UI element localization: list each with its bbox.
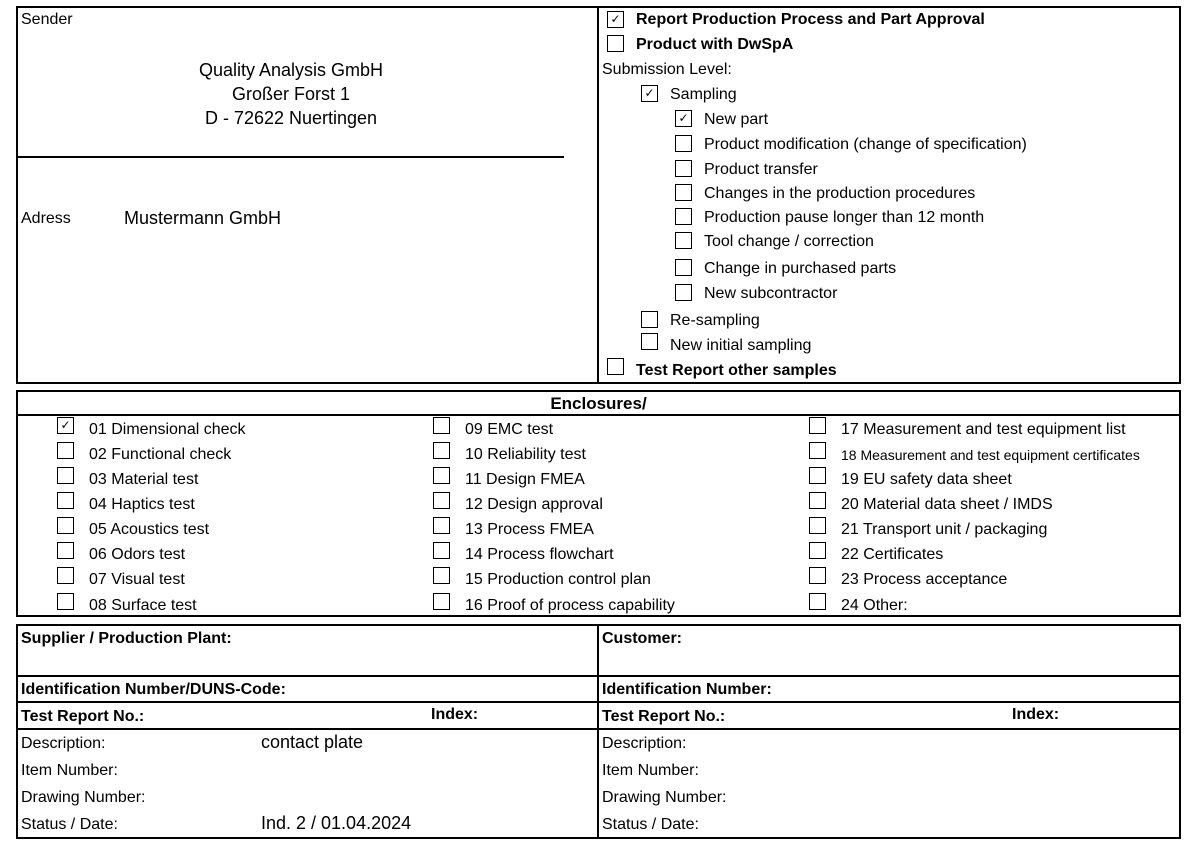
- sampling-reason-label: New subcontractor: [704, 285, 838, 302]
- enclosure-checkbox[interactable]: [809, 442, 826, 459]
- customer-id-label: Identification Number:: [602, 681, 772, 698]
- customer-description-label: Description:: [602, 735, 687, 752]
- details-row-line-2: [16, 701, 1181, 703]
- supplier-title: Supplier / Production Plant:: [21, 630, 232, 647]
- supplier-status-value[interactable]: Ind. 2 / 01.04.2024: [261, 813, 412, 833]
- enclosure-checkbox[interactable]: [809, 517, 826, 534]
- enclosure-label: 19 EU safety data sheet: [841, 471, 1012, 488]
- enclosure-checkbox[interactable]: [809, 492, 826, 509]
- address-label: Adress: [21, 210, 71, 227]
- resampling-checkbox[interactable]: [641, 311, 658, 328]
- customer-report-no-label: Test Report No.:: [602, 708, 726, 725]
- customer-index-label: Index:: [1012, 706, 1060, 723]
- sampling-reason-checkbox[interactable]: [675, 259, 692, 276]
- enclosure-label: 07 Visual test: [89, 571, 185, 588]
- enclosure-checkbox[interactable]: [809, 567, 826, 584]
- enclosure-label: 05 Acoustics test: [89, 521, 210, 538]
- supplier-report-no-label: Test Report No.:: [21, 708, 145, 725]
- test-report-other-label: Test Report other samples: [636, 362, 837, 379]
- sampling-reason-label: Product modification (change of specification): [704, 136, 1027, 153]
- report-ppap-checkbox[interactable]: [607, 11, 624, 28]
- enclosure-checkbox[interactable]: [57, 467, 74, 484]
- sampling-label: Sampling: [670, 86, 737, 103]
- supplier-id-label: Identification Number/DUNS-Code:: [21, 681, 286, 698]
- enclosure-checkbox[interactable]: [57, 492, 74, 509]
- enclosure-label: 21 Transport unit / packaging: [841, 521, 1048, 538]
- address-value[interactable]: Mustermann GmbH: [124, 208, 282, 228]
- enclosure-label: 13 Process FMEA: [465, 521, 594, 538]
- supplier-description-value[interactable]: contact plate: [261, 732, 364, 752]
- supplier-drawing-number-label: Drawing Number:: [21, 789, 146, 806]
- enclosure-label: 02 Functional check: [89, 446, 232, 463]
- enclosure-label: 10 Reliability test: [465, 446, 586, 463]
- enclosure-checkbox[interactable]: [433, 467, 450, 484]
- enclosure-checkbox[interactable]: [433, 542, 450, 559]
- enclosure-checkbox[interactable]: [433, 417, 450, 434]
- sampling-reason-checkbox[interactable]: [675, 232, 692, 249]
- enclosure-checkbox[interactable]: [809, 467, 826, 484]
- details-row-line-3: [16, 728, 1181, 730]
- enclosure-checkbox[interactable]: [433, 567, 450, 584]
- submission-level-label: Submission Level:: [602, 61, 732, 78]
- enclosure-checkbox[interactable]: [433, 593, 450, 610]
- enclosure-label: 16 Proof of process capability: [465, 597, 675, 614]
- header-divider: [597, 6, 599, 384]
- enclosure-label: 03 Material test: [89, 471, 199, 488]
- sampling-reason-checkbox[interactable]: [675, 184, 692, 201]
- enclosure-checkbox[interactable]: [809, 542, 826, 559]
- sampling-reason-label: Changes in the production procedures: [704, 185, 976, 202]
- enclosure-checkbox[interactable]: [57, 417, 74, 434]
- sender-divider: [18, 156, 564, 158]
- supplier-status-label: Status / Date:: [21, 816, 118, 833]
- enclosure-label: 06 Odors test: [89, 546, 186, 563]
- sampling-reason-checkbox[interactable]: [675, 208, 692, 225]
- enclosure-label: 22 Certificates: [841, 546, 944, 563]
- customer-drawing-number-label: Drawing Number:: [602, 789, 727, 806]
- sampling-checkbox[interactable]: [641, 85, 658, 102]
- enclosure-checkbox[interactable]: [57, 542, 74, 559]
- sampling-reason-label: Tool change / correction: [704, 233, 874, 250]
- enclosure-checkbox[interactable]: [433, 442, 450, 459]
- new-initial-sampling-label: New initial sampling: [670, 337, 812, 354]
- new-initial-sampling-checkbox[interactable]: [641, 333, 658, 350]
- product-dwspa-checkbox[interactable]: [607, 35, 624, 52]
- sampling-reason-label: Production pause longer than 12 month: [704, 209, 985, 226]
- resampling-label: Re-sampling: [670, 312, 760, 329]
- enclosure-checkbox[interactable]: [809, 593, 826, 610]
- enclosures-title-divider: [16, 414, 1181, 416]
- product-dwspa-label: Product with DwSpA: [636, 36, 794, 53]
- enclosure-checkbox[interactable]: [57, 442, 74, 459]
- enclosure-label: 17 Measurement and test equipment list: [841, 421, 1126, 438]
- sender-label: Sender: [21, 11, 73, 28]
- customer-item-number-label: Item Number:: [602, 762, 699, 779]
- enclosure-label: 23 Process acceptance: [841, 571, 1008, 588]
- sender-city: D - 72622 Nuertingen: [204, 108, 378, 128]
- enclosure-label: 18 Measurement and test equipment certificates: [841, 447, 1140, 463]
- sampling-reason-checkbox[interactable]: [675, 110, 692, 127]
- enclosure-label: 12 Design approval: [465, 496, 603, 513]
- enclosure-label: 01 Dimensional check: [89, 421, 246, 438]
- enclosures-title: Enclosures/: [550, 394, 647, 413]
- supplier-description-label: Description:: [21, 735, 106, 752]
- supplier-item-number-label: Item Number:: [21, 762, 118, 779]
- enclosure-label: 14 Process flowchart: [465, 546, 614, 563]
- enclosure-checkbox[interactable]: [57, 567, 74, 584]
- sampling-reason-label: Change in purchased parts: [704, 260, 897, 277]
- enclosure-label: 08 Surface test: [89, 597, 197, 614]
- details-divider: [597, 624, 599, 839]
- enclosure-checkbox[interactable]: [57, 593, 74, 610]
- enclosure-label: 20 Material data sheet / IMDS: [841, 496, 1053, 513]
- test-report-other-checkbox[interactable]: [607, 358, 624, 375]
- enclosure-checkbox[interactable]: [57, 517, 74, 534]
- enclosure-label: 15 Production control plan: [465, 571, 651, 588]
- sender-street: Großer Forst 1: [231, 84, 351, 104]
- sampling-reason-label: Product transfer: [704, 161, 818, 178]
- sampling-reason-checkbox[interactable]: [675, 160, 692, 177]
- details-row-line-1: [16, 675, 1181, 677]
- enclosure-checkbox[interactable]: [809, 417, 826, 434]
- enclosure-checkbox[interactable]: [433, 517, 450, 534]
- supplier-index-label: Index:: [431, 706, 479, 723]
- sampling-reason-label: New part: [704, 111, 769, 128]
- enclosure-checkbox[interactable]: [433, 492, 450, 509]
- report-ppap-label: Report Production Process and Part Approval: [636, 11, 985, 28]
- enclosure-label: 04 Haptics test: [89, 496, 195, 513]
- enclosure-label: 11 Design FMEA: [465, 471, 585, 488]
- sampling-reason-checkbox[interactable]: [675, 284, 692, 301]
- customer-title: Customer:: [602, 630, 683, 647]
- enclosure-label: 09 EMC test: [465, 421, 554, 438]
- sampling-reason-checkbox[interactable]: [675, 135, 692, 152]
- sender-company: Quality Analysis GmbH: [198, 60, 384, 80]
- customer-status-label: Status / Date:: [602, 816, 699, 833]
- enclosure-label: 24 Other:: [841, 597, 908, 614]
